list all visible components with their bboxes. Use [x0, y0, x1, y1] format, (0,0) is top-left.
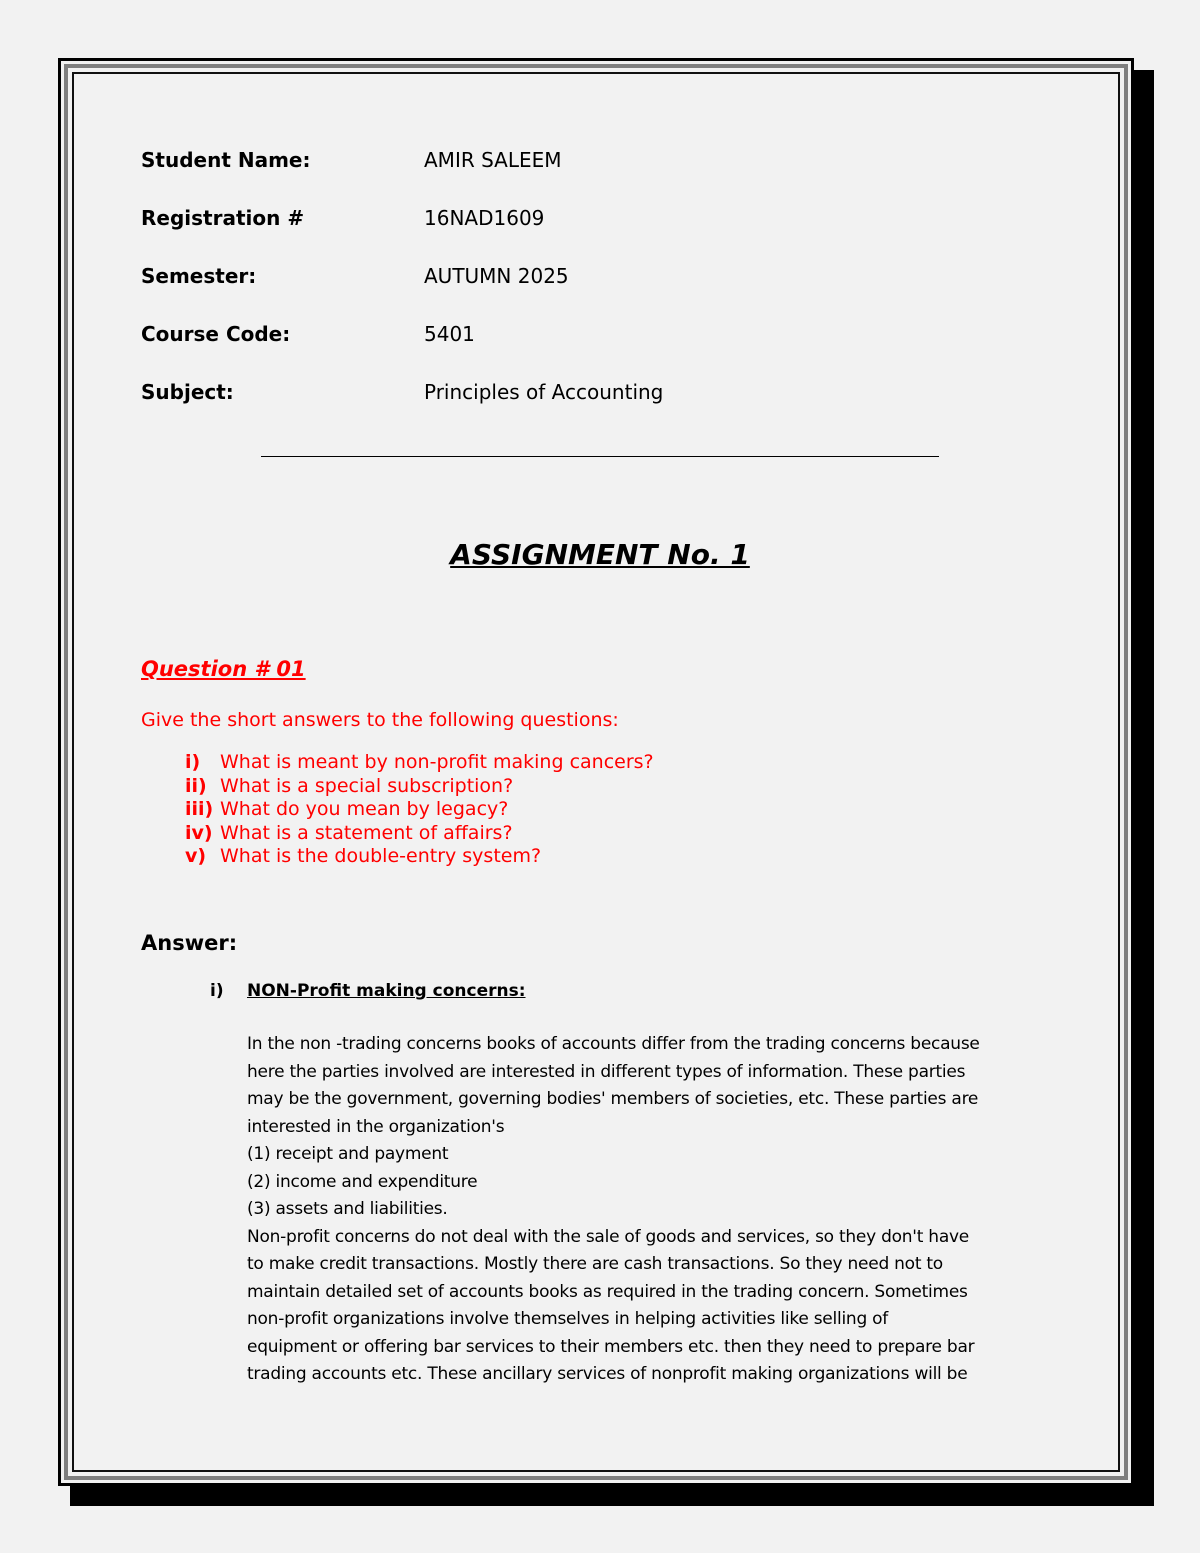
- semester-label: Semester:: [141, 264, 257, 288]
- subject-value: Principles of Accounting: [424, 380, 664, 404]
- question-heading: Question # 01: [141, 657, 306, 681]
- question-item-text: What is the double-entry system?: [220, 845, 542, 867]
- answer-line: (1) receipt and payment: [247, 1144, 449, 1164]
- question-item-text: What is meant by non-profit making cancers?: [220, 751, 654, 773]
- answer-line: non-profit organizations involve themselves in helping activities like selling of: [247, 1309, 889, 1329]
- answer-line: here the parties involved are interested in different types of information. These parties: [247, 1061, 966, 1082]
- question-item-text: What is a statement of affairs?: [220, 821, 513, 844]
- answer-item-title: NON-Profit making concerns:: [247, 981, 526, 1001]
- answer-line: interested in the organization's: [247, 1116, 505, 1137]
- answer-line: maintain detailed set of accounts books as required in the trading concern. Sometimes: [247, 1281, 968, 1302]
- answer-line: trading accounts etc. These ancillary services of nonprofit making organizations will be: [247, 1364, 968, 1384]
- horizontal-divider: [261, 456, 939, 457]
- registration-value: 16NAD1609: [424, 206, 545, 230]
- question-item-text: What is a special subscription?: [220, 774, 514, 797]
- course-code-label: Course Code:: [141, 322, 291, 346]
- answer-line: (3) assets and liabilities.: [247, 1199, 448, 1219]
- question-item-number: ii): [185, 774, 207, 797]
- question-item-number: i): [185, 751, 201, 773]
- course-code-value: 5401: [424, 322, 475, 346]
- question-item-number: v): [185, 845, 207, 867]
- answer-line: Non-profit concerns do not deal with the sale of goods and services, so they don't have: [247, 1226, 970, 1247]
- answer-line: may be the government, governing bodies' members of societies, etc. These parties are: [247, 1089, 979, 1109]
- answer-line: (2) income and expenditure: [247, 1171, 478, 1192]
- answer-heading: Answer:: [141, 931, 238, 955]
- answer-line: equipment or offering bar services to their members etc. then they need to prepare bar: [247, 1336, 975, 1357]
- subject-label: Subject:: [141, 380, 234, 404]
- question-item-text: What do you mean by legacy?: [220, 798, 509, 820]
- answer-body: [247, 1031, 1067, 1389]
- question-item-number: iv): [185, 821, 213, 844]
- student-name-label: Student Name:: [141, 148, 311, 172]
- answer-line: In the non -trading concerns books of accounts differ from the trading concerns because: [247, 1034, 980, 1054]
- question-instruction: Give the short answers to the following questions:: [141, 709, 619, 731]
- assignment-title: ASSIGNMENT No. 1: [450, 538, 750, 571]
- answer-item-number: i): [210, 981, 224, 1001]
- answer-line: to make credit transactions. Mostly there are cash transactions. So they need not to: [247, 1254, 943, 1274]
- student-name-value: AMIR SALEEM: [424, 148, 562, 172]
- question-item-number: iii): [185, 798, 214, 820]
- registration-label: Registration #: [141, 206, 305, 230]
- semester-value: AUTUMN 2025: [424, 264, 569, 288]
